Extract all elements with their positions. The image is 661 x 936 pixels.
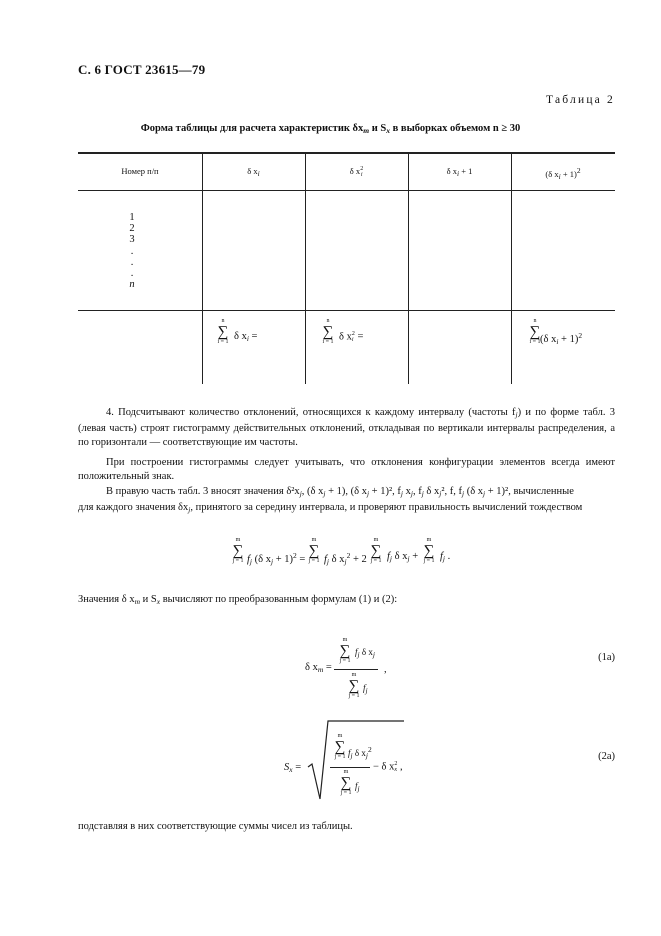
page-header: С. 6 ГОСТ 23615—79 [78, 62, 206, 77]
eq1-fraction-bar [334, 669, 378, 670]
eq2-label: (2a) [598, 751, 615, 762]
sum-symbol: m ∑ j = 1 [334, 733, 346, 760]
eq2-denominator: $f_j$ [355, 781, 360, 793]
table-row: 2 [129, 223, 135, 235]
col-header-dx2: δ x2 i [349, 166, 364, 179]
eq1-label: (1a) [598, 652, 615, 663]
table-label: Таблица 2 [546, 94, 615, 106]
paragraph-note: При построении гистограммы следует учитывать, что отклонения конфигурации элементов всегда имеют положительный знак. [78, 457, 615, 483]
col-divider [305, 152, 306, 384]
sum-symbol: m ∑ j = 1 [423, 537, 435, 564]
eq1-denominator: $f_j$ [363, 683, 368, 695]
sum-symbol: m ∑ j = 1 [339, 637, 351, 664]
col-header-number: Номер п/п [121, 166, 159, 176]
identity-term-2: $f_j$ δ $x_j^2 + 2$ [324, 551, 367, 566]
eq2-lhs: $S_x$ = [284, 762, 302, 774]
sum-dx: δ $x_i$ = [234, 331, 258, 343]
col-divider [511, 152, 512, 384]
eq1-numerator: $f_j$ δ $x_j$ [355, 647, 375, 659]
table-row: . [130, 256, 134, 268]
sum-symbol: n ∑ i = 1 [217, 318, 229, 345]
col-header-dx: δ xi [247, 166, 260, 178]
table-header-rule [78, 190, 615, 191]
sum-symbol: n ∑ i = 1 [322, 318, 334, 345]
sum-symbol: m ∑ j = 1 [232, 537, 244, 564]
paragraph-4: 4. Подсчитывают количество отклонений, относящихся к каждому интервалу (частоты $f_j$) и по форме табл. 3 (левая часть) строят гистограмму действительных отклонений, откладывая по вертикали интервалы распределения, а по горизонтали — соответствующие им частоты. [78, 407, 615, 449]
paragraph-final: подставляя в них соответствующие суммы чисел из таблицы. [78, 821, 353, 832]
table-top-rule [78, 152, 615, 154]
col-divider [202, 152, 203, 384]
sum-dx-plus1-sq: (δ $x_i + 1)^2$ [540, 331, 583, 346]
paragraph-right-part: В правую часть табл. 3 вносят значения $\delta^2x_j$, (δ $x_j + 1$), (δ $x_j + 1)^2$, $f_j$ $x_j$, $f_j$ δ $x_j^2$, f, $f_j$ (δ $x_j + 1)^2$, вычисленные для каждого значения $\delta x_j$, принятого за середину интервала, и проверяют правильность вычислений тождеством [78, 486, 583, 515]
identity-term-4: $f_j$ . [440, 551, 451, 563]
sum-symbol: m ∑ j = 1 [348, 672, 360, 699]
table-title: Форма таблицы для расчета характеристик $\delta x_m$ и $S_x$ в выборках объемом n ≥ 30 [140, 123, 521, 135]
sum-symbol: m ∑ j = 1 [308, 537, 320, 564]
eq2-minus-term: − δ x2 x , [373, 761, 403, 773]
sum-symbol: m ∑ j = 1 [370, 537, 382, 564]
eq1-lhs: δ $x_m$ = [305, 662, 332, 674]
col-header-dx-plus1: δ xi + 1 [446, 166, 473, 178]
col-header-dx-plus1-sq: (δ xi + 1)2 [545, 166, 581, 181]
table-row: 1 [129, 212, 135, 223]
table-row: . [130, 245, 134, 257]
identity-term-1: $f_j$ (δ $x_j + 1)^2$ = [247, 551, 306, 566]
eq2-fraction-bar [330, 767, 370, 768]
row-numbers [120, 212, 144, 290]
paragraph-values: Значения δ $x_m$ и $S_x$ вычисляют по преобразованным формулам (1) и (2): [78, 594, 398, 606]
col-divider [408, 152, 409, 384]
sum-symbol: m ∑ j = 1 [340, 769, 352, 796]
table-row: n [129, 279, 135, 291]
table-row: . [130, 268, 134, 280]
eq1-comma: , [384, 664, 387, 675]
eq2-numerator: $f_j$ δ $x_j^2$ [348, 745, 372, 760]
sum-dx2: δ x2 i = [339, 331, 364, 343]
identity-term-3: $f_j$ δ $x_j$ + [387, 551, 419, 563]
sum-symbol: n ∑ i = 1 [529, 318, 541, 345]
table-sum-rule [78, 310, 615, 311]
table-row: 3 [129, 234, 135, 246]
